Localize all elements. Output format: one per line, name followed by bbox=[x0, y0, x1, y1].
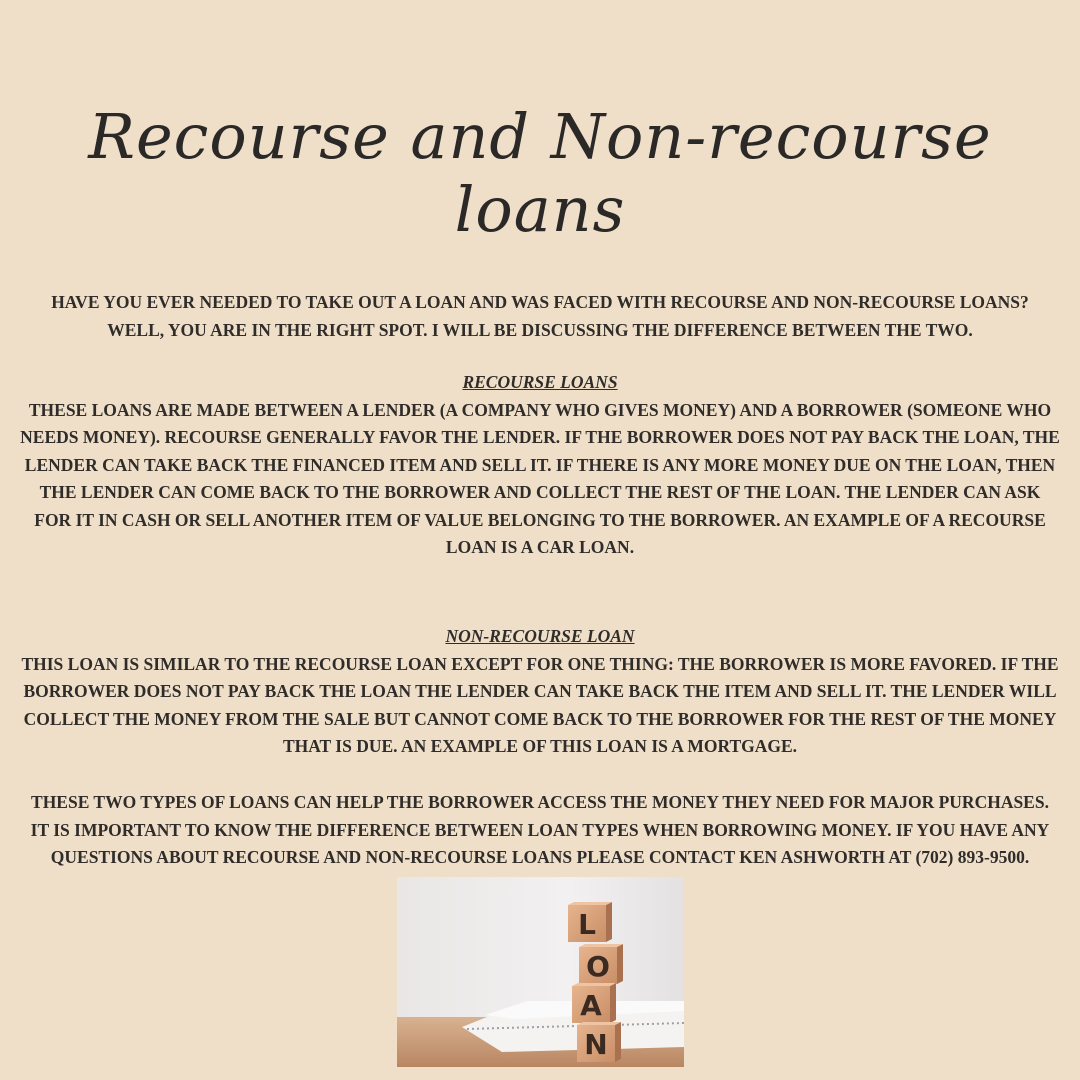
non-recourse-section bbox=[20, 623, 1060, 761]
non-recourse-body: THIS LOAN IS SIMILAR TO THE RECOURSE LOAN EXCEPT FOR ONE THING: THE BORROWER IS MORE FAVORED. IF THE BORROWER DOES NOT PAY BACK THE LOAN THE LENDER CAN TAKE BACK THE ITEM AND SELL IT. THE LENDER WILL COLLECT THE MONEY FROM THE SALE BUT CANNOT COME BACK TO THE BORROWER FOR THE REST OF THE MONEY THAT IS DUE. AN EXAMPLE OF THIS LOAN IS A MORTGAGE. bbox=[21, 653, 1059, 756]
loan-blocks-photo bbox=[397, 877, 684, 1067]
letter-block bbox=[579, 944, 623, 984]
letter-block bbox=[577, 1022, 621, 1062]
recourse-section bbox=[20, 369, 1060, 562]
letter-block bbox=[572, 983, 616, 1023]
block-letter: A bbox=[580, 989, 602, 1022]
block-letter: O bbox=[586, 950, 610, 983]
recourse-heading: RECOURSE LOANS bbox=[462, 372, 618, 392]
loan-blocks-illustration bbox=[397, 877, 684, 1067]
page-title: Recourse and Non-recourse loans bbox=[88, 100, 992, 246]
closing-paragraph: THESE TWO TYPES OF LOANS CAN HELP THE BORROWER ACCESS THE MONEY THEY NEED FOR MAJOR PURCHASES. IT IS IMPORTANT TO KNOW THE DIFFERENCE BETWEEN LOAN TYPES WHEN BORROWING MONEY. IF YOU HAVE ANY QUESTIONS ABOUT RECOURSE AND NON-RECOURSE LOANS PLEASE CONTACT KEN ASHWORTH AT (702) 893-9500. bbox=[30, 792, 1050, 867]
intro-line-1: HAVE YOU EVER NEEDED TO TAKE OUT A LOAN AND WAS FACED WITH RECOURSE AND NON-RECOURSE LOANS? bbox=[51, 292, 1029, 312]
recourse-body: THESE LOANS ARE MADE BETWEEN A LENDER (A COMPANY WHO GIVES MONEY) AND A BORROWER (SOMEONE WHO NEEDS MONEY). RECOURSE GENERALLY FAVOR THE LENDER. IF THE BORROWER DOES NOT PAY BACK THE LOAN, THE LENDER CAN TAKE BACK THE FINANCED ITEM AND SELL IT. IF THERE IS ANY MORE MONEY DUE ON THE LOAN, THEN THE LENDER CAN COME BACK TO THE BORROWER AND COLLECT THE REST OF THE LOAN. THE LENDER CAN ASK FOR IT IN CASH OR SELL ANOTHER ITEM OF VALUE BELONGING TO THE BORROWER. AN EXAMPLE OF A RECOURSE LOAN IS A CAR LOAN. bbox=[20, 399, 1060, 557]
block-letter: L bbox=[578, 908, 596, 941]
letter-block bbox=[568, 902, 612, 942]
intro-line-2: WELL, YOU ARE IN THE RIGHT SPOT. I WILL BE DISCUSSING THE DIFFERENCE BETWEEN THE TWO. bbox=[107, 319, 973, 340]
non-recourse-heading: NON-RECOURSE LOAN bbox=[445, 626, 635, 646]
block-letter: N bbox=[584, 1028, 608, 1061]
intro-paragraph bbox=[20, 289, 1060, 344]
